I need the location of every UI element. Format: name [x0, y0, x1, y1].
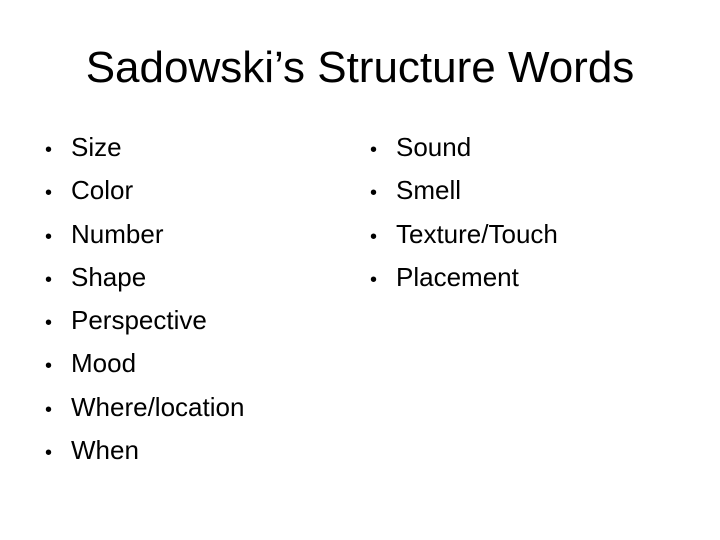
list-item-text: Where/location — [71, 391, 245, 422]
list-item-text: Mood — [71, 348, 137, 379]
list-item — [45, 257, 345, 300]
slide-title: Sadowski’s Structure Words — [85, 43, 635, 92]
right-bullet-list — [370, 127, 690, 300]
list-item — [45, 170, 345, 213]
list-item — [370, 170, 690, 213]
bullet-icon: • — [45, 268, 53, 291]
list-item — [45, 387, 345, 430]
list-item-text: When — [71, 435, 139, 466]
bullet-icon: • — [45, 442, 53, 465]
list-item-text: Number — [71, 218, 164, 249]
list-item-text: Sound — [396, 132, 472, 162]
list-item-text: Shape — [71, 261, 147, 292]
list-item — [370, 127, 690, 170]
bullet-icon: • — [45, 355, 53, 378]
bullet-icon: • — [370, 182, 378, 205]
list-item — [45, 430, 345, 473]
list-item-text: Size — [71, 132, 122, 162]
list-item — [45, 127, 345, 170]
bullet-icon: • — [45, 182, 53, 205]
bullet-icon: • — [370, 225, 378, 248]
list-item — [45, 343, 345, 386]
list-item-text: Smell — [396, 175, 462, 206]
list-item-text: Color — [71, 175, 134, 206]
list-item — [45, 300, 345, 343]
list-item-text: Perspective — [71, 305, 207, 336]
bullet-icon: • — [370, 139, 378, 161]
list-item — [370, 214, 690, 257]
bullet-icon: • — [45, 225, 53, 248]
list-item — [45, 214, 345, 257]
list-item-text: Texture/Touch — [396, 218, 558, 249]
list-item-text: Placement — [396, 261, 519, 292]
list-item — [370, 257, 690, 300]
left-bullet-list — [45, 127, 345, 473]
bullet-icon: • — [370, 268, 378, 291]
bullet-icon: • — [45, 312, 53, 335]
bullet-icon: • — [45, 398, 53, 421]
bullet-icon: • — [45, 139, 53, 161]
